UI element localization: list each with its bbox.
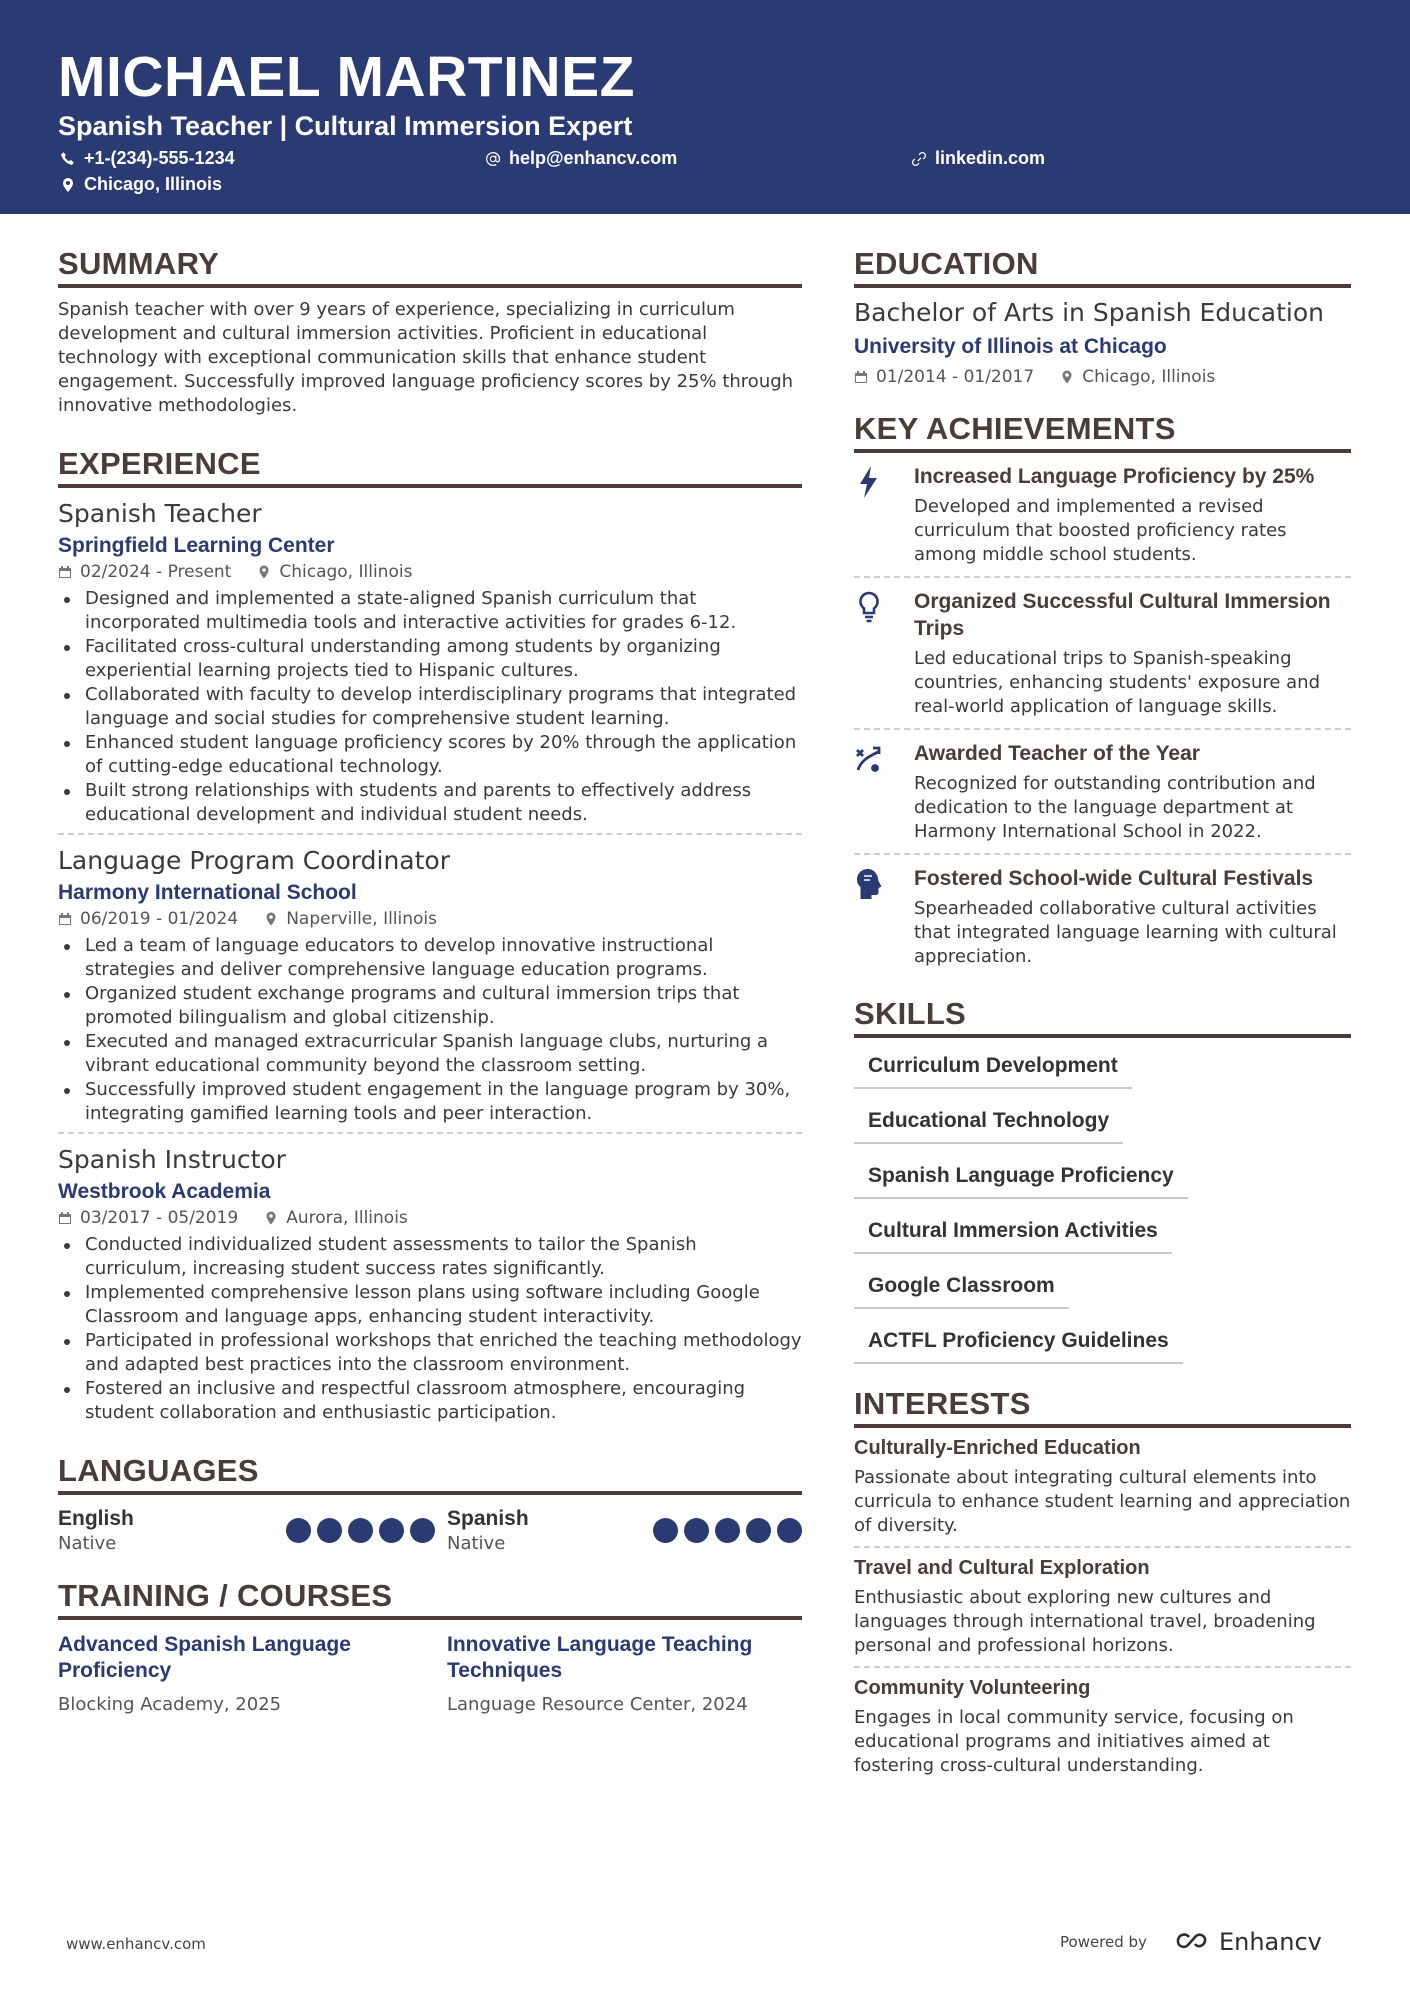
bullet-item: Led a team of language educators to develop innovative instructional strategies and deliver comprehensive language education programs. [58,934,802,982]
job-bullets [58,1233,802,1425]
courses-list [58,1632,802,1715]
bullet-item: Enhanced student language proficiency scores by 20% through the application of cutting-edge educational technology. [58,731,802,779]
bullet-item: Facilitated cross-cultural understanding among students by organizing experiential learning projects tied to Hispanic cultures. [58,635,802,683]
bullet-item: Designed and implemented a state-aligned Spanish curriculum that incorporated multimedia tools and interactive activities for grades 6-12. [58,587,802,635]
location-pin-icon [60,177,76,193]
calendar-icon [58,1211,72,1225]
achievement-item [854,855,1351,978]
skill-tag: ACTFL Proficiency Guidelines [854,1325,1183,1364]
job-dates: 02/2024 - Present [80,562,232,582]
achievement-item [854,578,1351,730]
job-location: Chicago, Illinois [279,562,413,582]
contact-email[interactable] [485,148,677,169]
section-heading: SUMMARY [58,246,802,288]
location-pin-icon [264,1211,278,1225]
job-company: Westbrook Academia [58,1180,271,1203]
course-title: Innovative Language Teaching Techniques [447,1633,753,1682]
job-title: Spanish Teacher [58,499,262,528]
job-dates: 03/2017 - 05/2019 [80,1208,239,1228]
interest-item [854,1548,1351,1668]
job-title: Language Program Coordinator [58,846,450,875]
interest-title: Culturally-Enriched Education [854,1437,1141,1459]
proficiency-dot [379,1518,404,1543]
interest-title: Travel and Cultural Exploration [854,1557,1150,1579]
candidate-title: Spanish Teacher | Cultural Immersion Expert [58,111,633,141]
training-section [58,1578,802,1715]
bullet-item: Executed and managed extracurricular Spanish language clubs, nurturing a vibrant educational community beyond the classroom setting. [58,1030,802,1078]
brand-name: Enhancv [1218,1928,1322,1956]
contact-website[interactable] [911,148,1045,169]
right-column [854,246,1351,1814]
interest-item [854,1428,1351,1548]
job-company: Springfield Learning Center [58,534,335,557]
language-level: Native [447,1533,506,1554]
section-heading: EXPERIENCE [58,446,802,488]
job-bullets [58,587,802,827]
achievement-title: Awarded Teacher of the Year [914,742,1200,765]
bullet-item: Conducted individualized student assessments to tailor the Spanish curriculum, increasing student success rates significantly. [58,1233,802,1281]
achievement-item [854,730,1351,855]
bullet-item: Fostered an inclusive and respectful classroom atmosphere, encouraging student collaboration and enthusiastic participation. [58,1377,802,1425]
job-meta [58,1208,802,1228]
bullet-item: Organized student exchange programs and cultural immersion trips that promoted bilingualism and global citizenship. [58,982,802,1030]
interest-description: Enthusiastic about exploring new cultures and languages through international travel, broadening personal and professional horizons. [854,1587,1316,1656]
section-heading: KEY ACHIEVEMENTS [854,411,1351,453]
calendar-icon [854,370,868,384]
job-company: Harmony International School [58,881,357,904]
proficiency-dot [777,1518,802,1543]
footer-website[interactable]: www.enhancv.com [66,1935,206,1953]
achievement-title: Fostered School-wide Cultural Festivals [914,867,1314,890]
experience-section [58,446,802,1431]
location-pin-icon [257,565,271,579]
languages-list [58,1507,802,1554]
bullet-item: Successfully improved student engagement in the language program by 30%, integrating gamified learning tools and peer interaction. [58,1078,802,1126]
calendar-icon [58,565,72,579]
job-dates: 06/2019 - 01/2024 [80,909,239,929]
course-item [447,1632,802,1715]
course-title: Advanced Spanish Language Proficiency [58,1633,351,1682]
email-text: help@enhancv.com [509,148,678,168]
language-item [447,1507,802,1554]
achievement-title: Increased Language Proficiency by 25% [914,465,1315,488]
achievement-description: Led educational trips to Spanish-speaking countries, enhancing students' exposure and real-world application of language skills. [914,648,1321,717]
at-sign-icon [485,151,501,167]
location-text: Chicago, Illinois [84,174,223,194]
proficiency-dot [286,1518,311,1543]
interests-section [854,1386,1351,1786]
education-location: Chicago, Illinois [1082,367,1216,387]
proficiency-dot [410,1518,435,1543]
job-entry [58,1134,802,1431]
interest-item [854,1668,1351,1786]
powered-by-label: Powered by [1060,1933,1147,1951]
degree-title: Bachelor of Arts in Spanish Education [854,298,1324,327]
proficiency-dot [746,1518,771,1543]
head-brain-icon [854,867,884,901]
section-heading: SKILLS [854,996,1351,1038]
job-location: Naperville, Illinois [286,909,438,929]
section-heading: INTERESTS [854,1386,1351,1428]
education-dates: 01/2014 - 01/2017 [876,367,1035,387]
skill-tag: Cultural Immersion Activities [854,1215,1172,1254]
job-meta [58,909,802,929]
left-column [58,246,802,1743]
interest-description: Engages in local community service, focusing on educational programs and initiatives aimed at fostering cross-cultural understanding. [854,1707,1294,1776]
candidate-name: MICHAEL MARTINEZ [58,45,635,109]
bullet-item: Collaborated with faculty to develop interdisciplinary programs that integrated language and social studies for comprehensive student learning. [58,683,802,731]
location-pin-icon [264,912,278,926]
proficiency-dot [348,1518,373,1543]
enhancv-logo-icon [1173,1931,1211,1953]
summary-text: Spanish teacher with over 9 years of experience, specializing in curriculum development and cultural immersion activities. Proficient in educational technology with exceptional communication skills that enhance student engagement. Successfully improved language proficiency scores by 25% through innovative methodologies. [58,299,794,416]
phone-icon [60,151,76,167]
proficiency-dot [653,1518,678,1543]
achievement-description: Developed and implemented a revised curriculum that boosted proficiency rates among middle school students. [914,496,1287,565]
skill-tag: Google Classroom [854,1270,1069,1309]
proficiency-dots [653,1507,802,1554]
proficiency-dots [286,1507,435,1554]
course-item [58,1632,447,1715]
resume-header [0,0,1410,214]
location-pin-icon [1060,370,1074,384]
language-name: Spanish [447,1507,529,1530]
proficiency-dot [715,1518,740,1543]
skills-list [854,1050,1351,1364]
proficiency-dot [684,1518,709,1543]
lightning-bolt-icon [854,465,884,499]
bullet-item: Implemented comprehensive lesson plans using software including Google Classroom and language apps, enhancing student interactivity. [58,1281,802,1329]
language-item [58,1507,447,1554]
contact-location [60,174,222,195]
interest-title: Community Volunteering [854,1677,1091,1699]
achievement-title: Organized Successful Cultural Immersion Trips [914,590,1331,640]
summary-section [58,246,802,418]
course-provider: Language Resource Center, 2024 [447,1694,748,1715]
job-entry [58,835,802,1134]
job-entry [58,488,802,835]
section-heading: EDUCATION [854,246,1351,288]
skill-tag: Spanish Language Proficiency [854,1160,1188,1199]
education-section [854,246,1351,387]
section-heading: LANGUAGES [58,1453,802,1495]
website-text: linkedin.com [935,148,1046,168]
education-meta [854,367,1351,387]
link-icon [911,151,927,167]
lightbulb-icon [854,590,884,624]
skill-tag: Curriculum Development [854,1050,1132,1089]
job-meta [58,562,802,582]
skills-section [854,996,1351,1364]
achievement-item [854,453,1351,578]
course-provider: Blocking Academy, 2025 [58,1694,282,1715]
bullet-item: Built strong relationships with students and parents to effectively address educational development and individual student needs. [58,779,802,827]
achievement-description: Recognized for outstanding contribution and dedication to the language department at Harmony International School in 2022. [914,773,1316,842]
language-level: Native [58,1533,117,1554]
interest-description: Passionate about integrating cultural elements into curricula to enhance student learning and appreciation of diversity. [854,1467,1351,1536]
phone-text: +1-(234)-555-1234 [84,148,235,168]
job-title: Spanish Instructor [58,1145,286,1174]
strategy-path-icon [854,742,884,776]
achievement-description: Spearheaded collaborative cultural activities that integrated language learning with cultural appreciation. [914,898,1337,967]
job-bullets [58,934,802,1126]
calendar-icon [58,912,72,926]
footer-branding[interactable] [1060,1928,1322,1956]
proficiency-dot [317,1518,342,1543]
section-heading: TRAINING / COURSES [58,1578,802,1620]
school-name: University of Illinois at Chicago [854,335,1167,358]
achievements-section [854,411,1351,978]
contact-phone[interactable] [60,148,235,169]
language-name: English [58,1507,134,1530]
bullet-item: Participated in professional workshops that enriched the teaching methodology and adapted best practices into the classroom environment. [58,1329,802,1377]
skill-tag: Educational Technology [854,1105,1123,1144]
job-location: Aurora, Illinois [286,1208,408,1228]
languages-section [58,1453,802,1554]
